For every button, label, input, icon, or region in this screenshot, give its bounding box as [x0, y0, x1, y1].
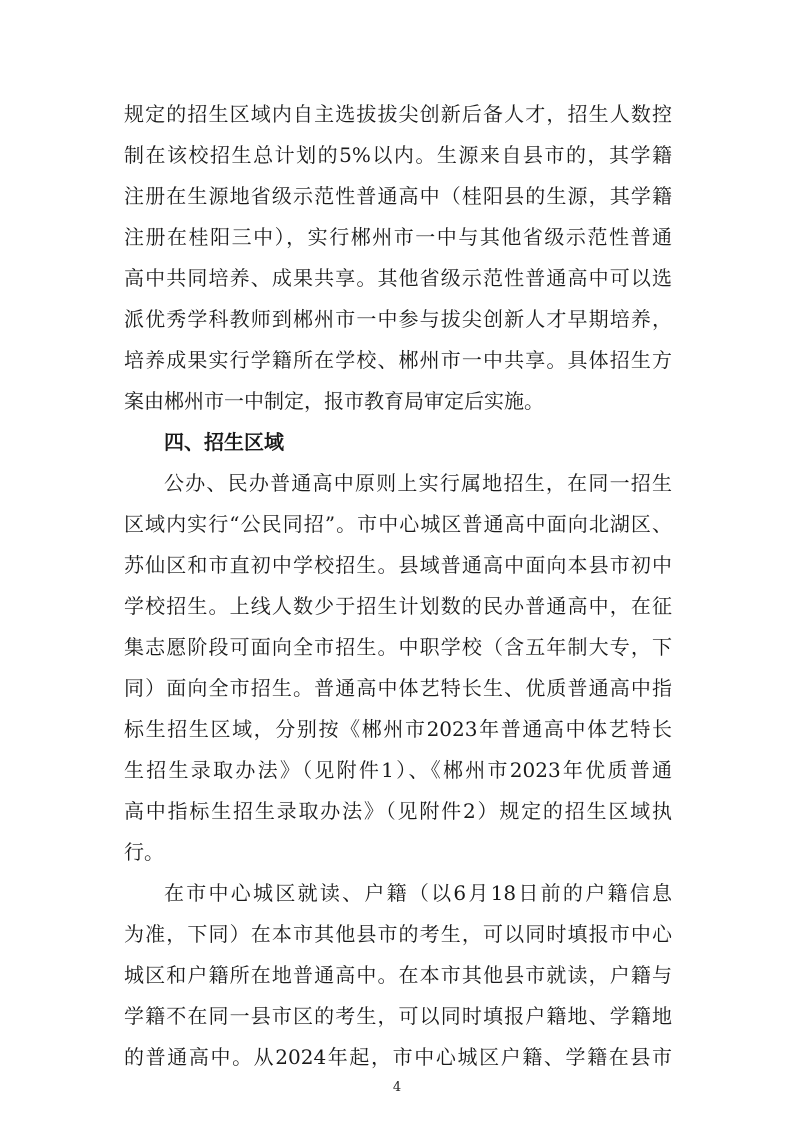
section-heading: 四、招生区域 — [164, 430, 284, 454]
body-text-line: 制在该校招生总计划的5%以内。生源来自县市的，其学籍 — [124, 143, 672, 167]
body-text-line: 注册在桂阳三中），实行郴州市一中与其他省级示范性普通 — [124, 225, 672, 249]
body-text-line: 集志愿阶段可面向全市招生。中职学校（含五年制大专，下 — [124, 635, 672, 659]
body-text-line: 同）面向全市招生。普通高中体艺特长生、优质普通高中指 — [124, 676, 672, 700]
body-text-line: 高中共同培养、成果共享。其他省级示范性普通高中可以选 — [124, 266, 672, 290]
body-text-line: 城区和户籍所在地普通高中。在本市其他县市就读，户籍与 — [124, 963, 672, 987]
body-text-line: 苏仙区和市直初中学校招生。县域普通高中面向本县市初中 — [124, 553, 672, 577]
page-number: 4 — [392, 1080, 402, 1095]
body-text-line: 派优秀学科教师到郴州市一中参与拔尖创新人才早期培养， — [124, 307, 672, 331]
body-text-line: 行。 — [124, 840, 164, 864]
body-text-line: 高中指标生招生录取办法》（见附件2）规定的招生区域执 — [124, 799, 672, 823]
body-text-line: 学籍不在同一县市区的考生，可以同时填报户籍地、学籍地 — [124, 1004, 672, 1028]
body-text-line: 在市中心城区就读、户籍（以6月18日前的户籍信息 — [164, 881, 672, 905]
body-text-line: 为准，下同）在本市其他县市的考生，可以同时填报市中心 — [124, 922, 672, 946]
body-text-line: 区域内实行“公民同招”。市中心城区普通高中面向北湖区、 — [124, 512, 672, 536]
body-text-line: 学校招生。上线人数少于招生计划数的民办普通高中，在征 — [124, 594, 672, 618]
body-text-line: 规定的招生区域内自主选拔拔尖创新后备人才，招生人数控 — [124, 102, 672, 126]
body-text-line: 标生招生区域，分别按《郴州市2023年普通高中体艺特长 — [124, 717, 672, 741]
body-text-line: 生招生录取办法》（见附件1）、《郴州市2023年优质普通 — [124, 758, 672, 782]
body-text-line: 的普通高中。从2024年起，市中心城区户籍、学籍在县市 — [124, 1045, 672, 1069]
body-text-line: 注册在生源地省级示范性普通高中（桂阳县的生源，其学籍 — [124, 184, 672, 208]
body-text-line: 培养成果实行学籍所在学校、郴州市一中共享。具体招生方 — [124, 348, 672, 372]
body-text-line: 案由郴州市一中制定，报市教育局审定后实施。 — [124, 389, 544, 413]
body-text-line: 公办、民办普通高中原则上实行属地招生，在同一招生 — [164, 471, 672, 495]
